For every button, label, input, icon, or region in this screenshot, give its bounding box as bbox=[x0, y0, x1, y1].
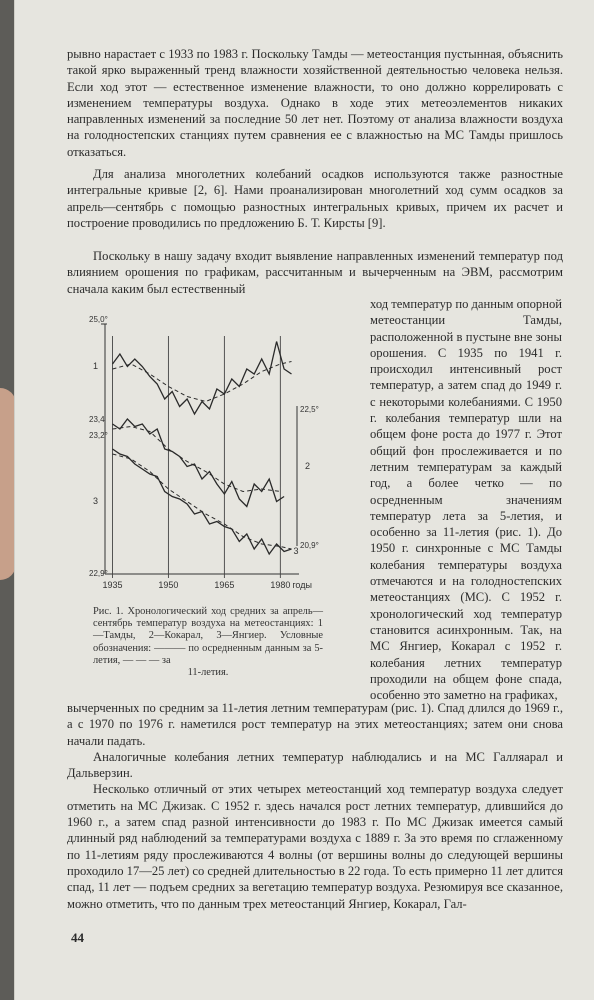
left-tick-label-0: 25,0° bbox=[89, 316, 108, 324]
left-tick-label-3: 22,9° bbox=[89, 569, 108, 578]
x-tick-label-1935: 1935 bbox=[102, 580, 123, 590]
paragraph-4: Аналогичные колебания летних температур наблюдались и на МС Галляарал и Дальверзин. bbox=[67, 749, 563, 781]
x-tick-label-1965: 1965 bbox=[214, 580, 235, 590]
figure-1-chart bbox=[87, 316, 319, 600]
caption-main: Рис. 1. Хронологический ход средних за апрель—сентябрь температур воздуха на метеостанциях: 1—Тамды, 2—Кокарал, 3—Янгиер. Условные обозначения: ——— по осредненным данным за 5-летия, — — — за bbox=[93, 606, 323, 666]
series-label-3: 3 bbox=[93, 496, 99, 506]
page-number: 44 bbox=[71, 930, 84, 945]
paragraph-5: Несколько отличный от этих четырех метеостанций ход температур воздуха следует отметить на МС Джизак. С 1952 г. здесь начался рост летних температур, длившийся до 1960 г., а затем спад разной интенсивности до 1983 г. По МС Джизак имеется самый длинный ряд наблюдений за температурами воздуха с 1889 г. За это время по сглаженному по 11-летиям ряду прослеживаются 4 волны (от вершины волны до следующей вершины проходило 17—25 лет) со средней длительностью в 22 года. То есть примерно 11 лет длится спад, 11 лет — подъем средних за вегетацию температур воздуха. Резюмируя все сказанное, можно отметить, что по данным трех метеостанций Янгиер, Кокарал, Гал- bbox=[67, 782, 563, 911]
paragraph-3-right-column: ход температур по данным опорной метеостанции Тамды, расположенной в пустыне вне зоны орошения. С 1935 по 1941 г. происходил интенсивный рост температур, а затем спад до 1949 г. с некоторыми колебаниями. С 1950 г. колебания температур шли на общем фоне роста до 1977 г. Этот общий фон прослеживается и по летним температурам за каждый год, а более четко — по осредненным значениям температур лета за 5-летия, и особенно за 11-летия (рис. 1). До 1950 г. синхронные с МС Тамды колебания температуры воздуха отмечаются и на голодностепских метеостанциях (МС). С 1952 г. хронологический ход температур становится асинхронным. Так, на МС Янгиер, Кокарал с 1952 г. колебания летних температур проходили на общем фоне спада, особенно это заметно на графиках, bbox=[370, 297, 562, 703]
series-2-dashed-line bbox=[113, 427, 281, 492]
left-tick-label-2: 23,2° bbox=[89, 431, 108, 440]
temperature-chart bbox=[87, 316, 319, 600]
paragraph-3-start: Поскольку в нашу задачу входит выявление направленных изменений температур под влиянием орошения по графикам, рассчитанным и вычерченным на ЭВМ, рассмотрим сначала каким был естественный bbox=[67, 249, 563, 296]
paragraph-2: Для анализа многолетних колебаний осадков используются также разностные интегральные кривые [2, 6]. Нами проанализирован многолетний ход сумм осадков за апрель—сентябрь с помощью разностных интегральных кривых, причем их расчет и построение проводились по предложению Б. Т. Кирсты [9]. bbox=[67, 167, 563, 230]
series-label-2: 2 bbox=[305, 461, 311, 471]
series-label-1: 1 bbox=[93, 361, 99, 371]
paragraph-3-end: вычерченных по средним за 11-летия летним температурам (рис. 1). Спад длился до 1969 г., а с 1970 по 1976 г. наметился рост температур на этих метеостанциях; затем они снова начали падать. bbox=[67, 701, 563, 748]
figure-caption bbox=[93, 606, 323, 679]
book-page bbox=[14, 0, 594, 1000]
series-3-dashed-line bbox=[113, 454, 292, 549]
left-tick-label-1: 23,4 bbox=[89, 415, 105, 424]
x-tick-label-1950: 1950 bbox=[158, 580, 179, 590]
series-label-3-end: 3 bbox=[293, 546, 299, 556]
caption-end: 11-летия. bbox=[187, 667, 229, 679]
right-tick-label-1: 20,9° bbox=[300, 541, 319, 550]
right-tick-label-0: 22,5° bbox=[300, 405, 319, 414]
series-1-solid-line bbox=[113, 342, 292, 415]
text-continuation bbox=[67, 700, 563, 912]
series-2-solid-line bbox=[113, 419, 285, 507]
x-tick-label-1980: 1980 bbox=[270, 580, 291, 590]
x-unit-label: годы bbox=[292, 580, 312, 590]
series-1-dashed-line bbox=[113, 362, 292, 402]
paragraph-1: рывно нарастает с 1933 по 1983 г. Поскольку Тамды — метеостанция пустынная, объяснить такой ярко выраженный тренд влажности хозяйственной деятельностью человека нельзя. Если ход этот — естественное изменение влажности, то оно должно коррелировать с изменением температуры воздуха. Однако в ходе этих метеоэлементов никаких направленных изменений за последние 50 лет нет. Поэтому от анализа влажности воздуха на голодностепских станциях путем сравнения ее с влажностью на МС Тамды пришлось отказаться. bbox=[67, 47, 563, 159]
